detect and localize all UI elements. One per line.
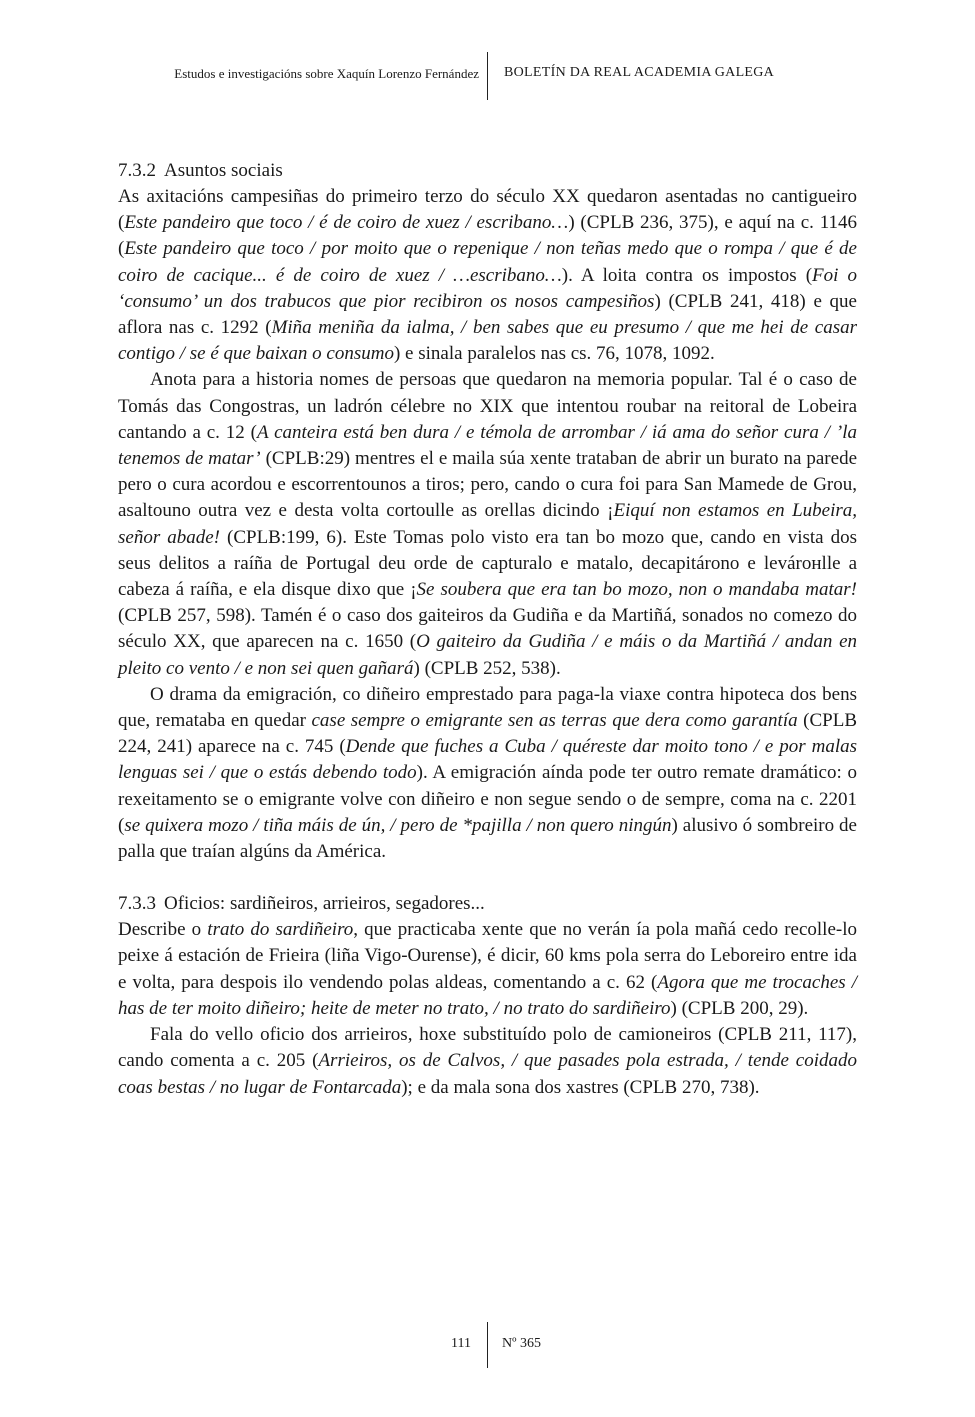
section-title: Asuntos sociais xyxy=(164,160,283,181)
header-journal-title: BOLETÍN DA REAL ACADEMIA GALEGA xyxy=(504,65,775,80)
text-run: ) e sinala paralelos nas cs. 76, 1078, 1092. xyxy=(393,343,715,365)
text-run: Anota para a historia nomes de persoas que quedaron na memoria popular. Tal é o caso de Tomás das Congostras, un ladrón célebre no XIX que intentou roubar na reitoral de Lobeira cantando a c. 12 ( xyxy=(118,369,857,443)
text-run: ). A emigración aínda pode ter outro remate dramático: o rexeitamento se o emigrante volve con diñeiro e non segue sendo o de sempre, coma na c. 2201 ( xyxy=(118,762,857,836)
quoted-verse: Este pandeiro que toco / por moito que o repenique / non teñas medo que o rompa / que é de coiro de cacique... é de coiro de xuez / …escribano… xyxy=(118,238,857,286)
paragraph xyxy=(118,184,857,367)
quoted-verse: Foi o ‘consumo’ un dos trabucos que pior recibiron os nosos campesiños xyxy=(118,264,857,312)
text-run: Describe o xyxy=(118,919,208,941)
running-header xyxy=(0,52,975,100)
section-heading xyxy=(118,158,857,184)
quoted-verse: A canteira está ben dura / e témola de arrombar / iá ama do señor cura / ’la tenemos de matar’ xyxy=(118,421,858,470)
paragraph xyxy=(118,367,857,681)
quoted-verse: Dende que fuches a Cuba / quéreste dar moito tono / e por malas lenguas sei / que o estás debendo todo xyxy=(118,736,857,784)
section-heading xyxy=(118,891,857,917)
text-run: (CPLB:199, 6). Este Tomas polo visto era tan bo mozo que, cando en vista dos seus delitos a raíña de Portugal deu orde de capturalo e matalo, decapitárono e levároнlle a cabeza á raíña, e ela disque dixo que ¡ xyxy=(118,526,857,601)
text-run: ); e da mala sona dos xastres (CPLB 270, 738). xyxy=(401,1076,760,1098)
quoted-verse: trato do sardiñeiro xyxy=(207,919,354,941)
text-run: (CPLB:29) mentres el e maila súa xente trataban de abrir un burato na parede pero o cura acordou e escorrentounos a tiros; pero, cando o cura foi para San Mamede de Grou, asaltouno outra vez e desta volta cortoulle as orellas dicindo ¡ xyxy=(118,448,857,522)
text-run: As axitacións campesiñas do primeiro terzo do século XX quedaron asentadas no cantigueiro ( xyxy=(118,186,857,234)
text-run: , que practicaba xente que no verán ía pola mañá cedo recolle-lo peixe á estación de Frieira (liña Vigo-Ourense), é dicir, 60 kms pola serra do Leboreiro entre ida e volta, para despois ilo vendendo polas aldeas, comentando a c. 62 ( xyxy=(118,919,857,993)
quoted-verse: Arrieiros, os de Calvos, / que pasades pola estrada, / tende coidado coas bestas / no lugar de Fontarcada xyxy=(118,1050,857,1098)
header-divider xyxy=(487,52,488,100)
text-run: ) (CPLB 241, 418) e que aflora nas c. 1292 ( xyxy=(118,290,857,339)
footer-divider xyxy=(487,1322,488,1368)
text-run: ) (CPLB 236, 375), e aquí na c. 1146 ( xyxy=(118,212,857,260)
text-run: ) (CPLB 252, 538). xyxy=(413,657,561,679)
section-title: Oficios: sardiñeiros, arrieiros, segadores... xyxy=(164,893,485,915)
section-number: 7.3.2 xyxy=(118,160,156,181)
quoted-verse: Miña meniña da ialma, / ben sabes que eu presumo / que me hei de casar contigo / se é que baixan o consumo xyxy=(118,317,857,365)
header-series-title: Estudos e investigacións sobre Xaquín Lorenzo Fernández xyxy=(174,66,479,81)
text-run: ) (CPLB 200, 29). xyxy=(670,997,809,1019)
footer xyxy=(0,1322,975,1368)
quoted-verse: Eiquí non estamos en Lubeira, señor abade! xyxy=(118,500,857,548)
quoted-verse: Este pandeiro que toco / é de coiro de xuez / escribano… xyxy=(124,212,569,234)
text-run: (CPLB 257, 598). Tamén é o caso dos gaiteiros da Gudiña e da Martiñá, sonados no comezo do século XX, que aparecen na c. 1650 ( xyxy=(118,605,857,653)
text-run: Fala do vello oficio dos arrieiros, hoxe substituído polo de camioneiros (CPLB 211, 117), cando comenta a c. 205 ( xyxy=(118,1024,857,1072)
quoted-verse: se quixera mozo / tiña máis de ún, / pero de *pajilla / non quero ningún xyxy=(124,814,672,836)
issue-number: Nº 365 xyxy=(502,1336,541,1351)
quoted-verse: case sempre o emigrante sen as terras que dera como garantía xyxy=(311,710,798,732)
quoted-verse: Se soubera que era tan bo mozo, non o mandaba matar! xyxy=(416,579,857,601)
quoted-verse: O gaiteiro da Gudiña / e máis o da Martiñá / andan en pleito co vento / e non sei quen gañará xyxy=(118,631,857,679)
page-number: 111 xyxy=(451,1336,471,1351)
paragraph xyxy=(118,682,857,865)
text-run: ) alusivo ó sombreiro de palla que traían algúns da América. xyxy=(118,814,857,863)
text-run: O drama da emigración, co diñeiro emprestado para paga-la viaxe contra hipoteca dos bens que, remataba en quedar xyxy=(118,683,857,732)
body-text xyxy=(118,158,857,1101)
text-run: (CPLB 224, 241) aparece na c. 745 ( xyxy=(118,710,857,758)
paragraph xyxy=(118,917,857,1022)
quoted-verse: Agora que me trocaches / has de ter moito diñeiro; heite de meter no trato, / no trato do sardiñeiro xyxy=(118,971,858,1019)
text-run: ). A loita contra os impostos ( xyxy=(561,264,813,286)
section-number: 7.3.3 xyxy=(118,893,156,915)
paragraph xyxy=(118,1022,857,1101)
